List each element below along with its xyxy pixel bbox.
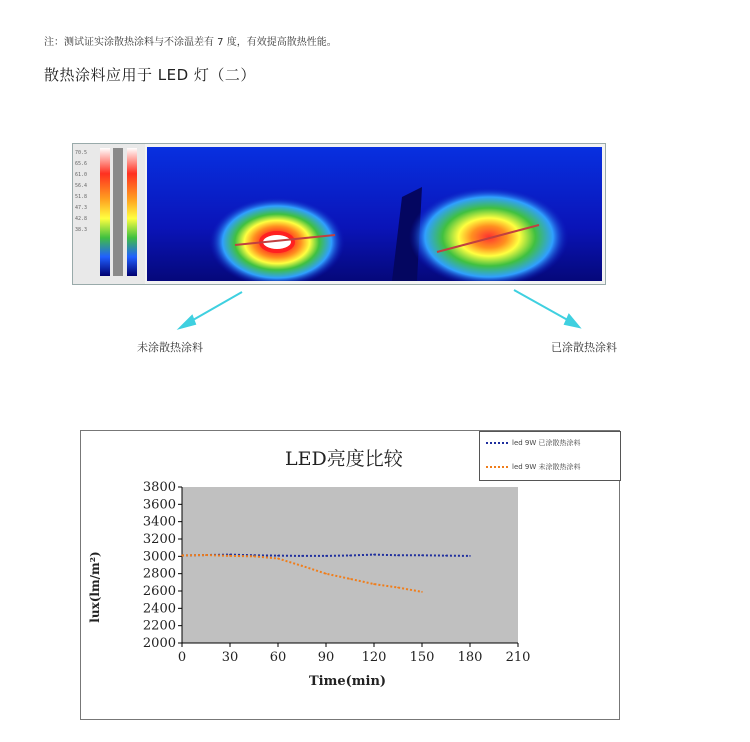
y-tick-label: 2800 [142, 566, 176, 582]
data-point [445, 555, 447, 557]
x-tick-label: 60 [269, 650, 287, 665]
scale-ticks [75, 148, 87, 236]
infrared-heatmap [147, 147, 602, 281]
data-point [349, 578, 351, 580]
plot-area [182, 487, 518, 643]
scale-tick: 42.8 [75, 216, 88, 222]
data-point [301, 565, 303, 567]
temperature-scale [73, 144, 145, 284]
gray-scale-bar [113, 148, 123, 276]
x-axis-label: Time(min) [309, 674, 387, 689]
data-point [277, 555, 279, 557]
data-point [325, 555, 327, 557]
legend-label: led 9W 未涂散热涂料 [512, 463, 581, 471]
y-axis-label: lux(lm/m²) [88, 551, 102, 623]
data-point [253, 556, 255, 558]
arrow-right [514, 290, 579, 327]
x-tick-label: 90 [317, 650, 335, 665]
infrared-view [147, 147, 602, 281]
x-tick-label: 180 [457, 650, 483, 665]
scale-tick: 56.4 [75, 183, 88, 189]
test-note: 注：测试证实涂散热涂料与不涂温差有 7 度，有效提高散热性能。 [44, 37, 337, 48]
y-tick-label: 2600 [142, 584, 176, 599]
color-scale-bar [127, 148, 137, 276]
legend-label: led 9W 已涂散热涂料 [512, 439, 581, 447]
y-tick-label: 3200 [142, 532, 176, 547]
scale-tick: 38.3 [75, 227, 88, 233]
y-tick-label: 2200 [142, 618, 176, 634]
x-tick-label: 30 [221, 650, 239, 665]
data-point [421, 554, 423, 556]
label-uncoated: 未涂散热涂料 [137, 341, 203, 354]
x-tick-label: 210 [505, 650, 531, 665]
data-point [229, 555, 231, 557]
y-tick-label: 3400 [142, 514, 176, 530]
x-tick-label: 120 [361, 650, 387, 665]
data-point [301, 555, 303, 557]
scale-tick: 70.5 [75, 150, 88, 156]
data-point [373, 554, 375, 556]
thermal-image [72, 143, 606, 285]
y-tick-label: 3800 [142, 480, 176, 495]
data-point [277, 558, 279, 560]
chart-title: LED亮度比较 [285, 448, 403, 470]
data-point [397, 554, 399, 556]
label-coated: 已涂散热涂料 [551, 341, 617, 354]
data-point [181, 555, 183, 557]
x-tick-label: 150 [409, 650, 435, 665]
scale-tick: 61.0 [75, 172, 88, 178]
data-point [205, 554, 207, 556]
scale-tick: 47.3 [75, 205, 88, 211]
scale-tick: 65.6 [75, 161, 88, 167]
x-tick-label: 0 [177, 650, 187, 665]
y-tick-label: 2000 [142, 636, 176, 651]
data-point [421, 591, 423, 593]
y-tick-label: 2400 [142, 601, 176, 617]
color-scale-bar [100, 148, 110, 276]
data-point [397, 587, 399, 589]
section-heading: 散热涂料应用于 LED 灯（二） [44, 66, 256, 84]
scale-tick: 51.8 [75, 194, 88, 200]
data-point [349, 555, 351, 557]
y-tick-label: 3600 [142, 497, 176, 513]
brightness-chart [80, 430, 620, 720]
data-point [373, 583, 375, 585]
data-point [469, 555, 471, 557]
y-tick-label: 3000 [142, 549, 176, 565]
data-point [325, 573, 327, 575]
arrow-left [180, 292, 242, 328]
